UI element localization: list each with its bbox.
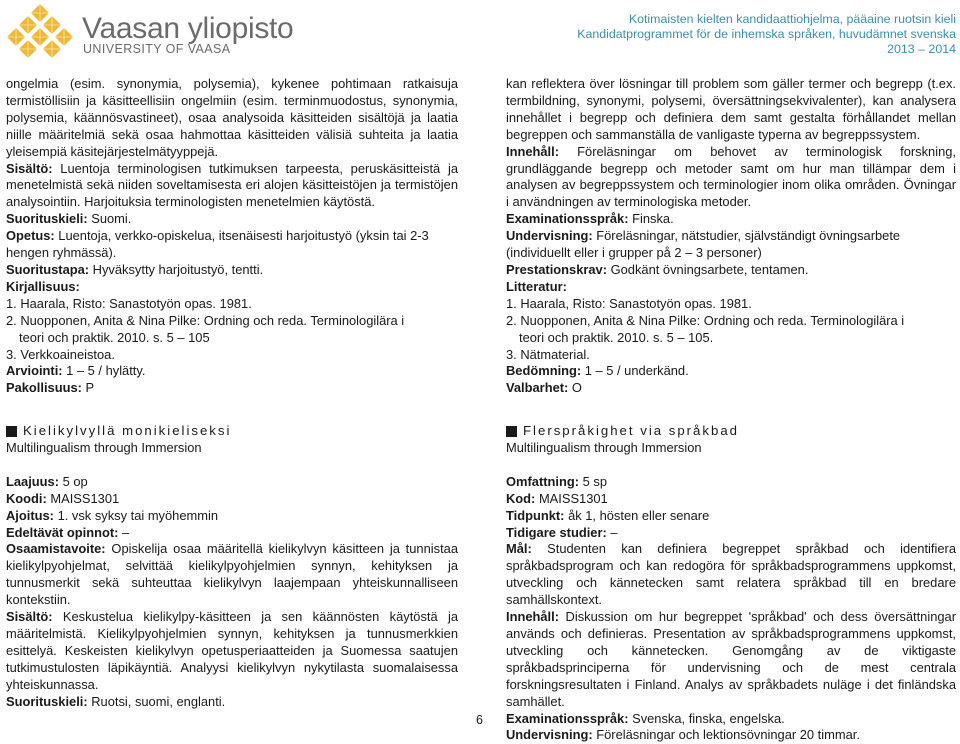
field-value: Finska.: [628, 211, 674, 227]
field-label: Ajoitus:: [6, 507, 54, 523]
course-field: [506, 508, 956, 525]
field-value: Föreläsningar och lektionsövningar 20 timmar.: [592, 727, 860, 743]
course-field: [506, 380, 956, 397]
field-label: Sisältö:: [6, 160, 53, 176]
course-field: [6, 491, 458, 508]
field-value: Ruotsi, suomi, englanti.: [87, 693, 226, 709]
field-label: Tidpunkt:: [506, 507, 565, 523]
field-label: Omfattning:: [506, 473, 580, 489]
square-bullet-icon: [6, 426, 17, 437]
section-subtitle: Multilingualism through Immersion: [6, 439, 202, 455]
course-field: [6, 228, 458, 262]
course-terminology-sv: [506, 76, 956, 397]
course-field: [6, 211, 458, 228]
section-title: Kielikylvyllä monikieliseksi: [23, 423, 232, 438]
spacer: [506, 457, 956, 474]
course-field: [506, 474, 956, 491]
program-title-sv: Kandidatprogrammet för de inhemska språken, huvudämnet svenska: [577, 27, 956, 41]
course-field: [506, 211, 956, 228]
university-name: Vaasan yliopisto: [82, 12, 294, 45]
field-label: Examinationsspråk:: [506, 710, 629, 726]
course-field: [506, 711, 956, 728]
field-label: Suoritustapa:: [6, 261, 90, 277]
field-label: Bedömning:: [506, 363, 582, 379]
field-label: Sisältö:: [6, 609, 53, 625]
course-immersion-sv: [506, 423, 956, 744]
course-field: [506, 609, 956, 710]
course-field: [6, 541, 458, 609]
course-field: [506, 491, 956, 508]
field-value: 5 sp: [579, 473, 607, 489]
field-value: –: [606, 524, 618, 540]
field-value: Suomi.: [87, 211, 132, 227]
field-label: Innehåll:: [506, 609, 559, 625]
course-field: [6, 474, 458, 491]
field-value: Luentoja, verkko-opiskelua, itsenäisesti harjoitustyö (yksin tai 2-3 hengen ryhmässä).: [6, 228, 429, 261]
page-number: 6: [476, 713, 483, 727]
course-field: [6, 508, 458, 525]
field-label: Undervisning:: [506, 727, 593, 743]
field-label: Pakollisuus:: [6, 380, 82, 396]
program-title-fi: Kotimaisten kielten kandidaattiohjelma, pääaine ruotsin kieli: [628, 12, 956, 26]
literature-item: 2. Nuopponen, Anita & Nina Pilke: Ordning och reda. Terminologilära i: [6, 312, 405, 328]
field-value: MAISS1301: [46, 490, 120, 506]
field-label: Innehåll:: [506, 143, 559, 159]
course-immersion-fi: [6, 423, 458, 711]
field-label: Opetus:: [6, 228, 55, 244]
field-label: Kirjallisuus:: [6, 278, 80, 294]
field-label: Litteratur:: [506, 278, 567, 294]
literature-item-cont: teori och praktik. 2010. s. 5 – 105: [19, 329, 210, 345]
literature-item: 1. Haarala, Risto: Sanastotyön opas. 1981.: [506, 295, 752, 311]
field-value: Svenska, finska, engelska.: [628, 710, 785, 726]
field-value: 1 – 5 / hylätty.: [62, 363, 146, 379]
field-label: Examinationsspråk:: [506, 211, 629, 227]
literature-item: 2. Nuopponen, Anita & Nina Pilke: Ordning och reda. Terminologilära i: [506, 312, 905, 328]
field-label: Mål:: [506, 541, 532, 557]
course-text: kan reflektera över lösningar till problem som gäller termer och begrepp (t.ex. termbildning, synonymi, polysemi, översättningsekvivalenter), kan analysera innehållet i begrepp och definiera dem samt gestalta förhållandet mellan begreppen och sammanställa de vanligaste typerna av begreppssystem.: [506, 76, 956, 142]
field-label: Laajuus:: [6, 473, 60, 489]
field-value: Föreläsningar, nätstudier, självständigt övningsarbete (individuellt eller i grupper på 2 – 3 personer): [506, 228, 901, 261]
field-label: Undervisning:: [506, 228, 593, 244]
literature-item: 3. Verkkoaineistoa.: [6, 346, 115, 362]
course-field: [506, 727, 956, 744]
literature-item: 1. Haarala, Risto: Sanastotyön opas. 1981.: [6, 295, 252, 311]
field-label: Arviointi:: [6, 363, 63, 379]
field-value: Luentoja terminologisen tutkimuksen tarpeesta, peruskäsitteistä ja menetelmistä sekä niiden soveltamisesta eri alojen käsitteistöjen ja termistöjen analysointiin. Harjoituksia terminologisten menetelmien käytöstä.: [6, 160, 458, 210]
field-value: Studenten kan definiera begreppet språkbad och identifiera språkbadsprogram och kan redogöra för språkbadsprogrammens uppkomst, utveckling och kännetecken samt relatera språkbad till en bredare samhällskontext.: [506, 541, 956, 608]
course-field: [506, 525, 956, 542]
course-field: [6, 380, 458, 397]
course-field: [506, 363, 956, 380]
academic-year: 2013 – 2014: [887, 42, 956, 56]
field-label: Kod:: [506, 490, 536, 506]
course-text: ongelmia (esim. synonymia, polysemia), kykenee pohtimaan ratkaisuja termistöllisiin ja käsitteellisiin ongelmiin (esim. terminmuodostus, synonymia, polysemia, käännösvastineet), osaa analysoida käsitteiden sisältöjä ja laatia niille määritelmiä sekä osaa hahmottaa käsitteiden välisiä suhteita ja laatia yleisempiä käsitejärjestelmätyyppejä.: [6, 76, 458, 159]
course-field: [506, 541, 956, 609]
university-name-english: UNIVERSITY OF VAASA: [83, 42, 231, 56]
field-value: –: [118, 524, 130, 540]
field-value: 5 op: [59, 473, 88, 489]
course-field: [6, 609, 458, 694]
program-title: [577, 12, 956, 57]
field-label: Edeltävät opinnot:: [6, 524, 119, 540]
field-value: Hyväksytty harjoitustyö, tentti.: [89, 261, 264, 277]
field-label: Valbarhet:: [506, 380, 569, 396]
course-field: [506, 262, 956, 279]
field-value: Opiskelija osaa määritellä kielikylvyn käsitteen ja tunnistaa kielikylpyohjelmat, selvittää kielikylpyohjelmien synnyn, kehityksen ja tunnusmerkit sekä suhteuttaa kielikylvyn laajempaan yhteiskunnalliseen kontekstiin.: [6, 541, 458, 608]
section-heading: [6, 423, 458, 440]
course-field: [6, 161, 458, 212]
field-value: Föreläsningar om behovet av terminologisk forskning, grundläggande begrepp och metoder samt om hur man tillämpar dem i analysen av begreppssystem och terminologier inom olika områden. Övningar i användningen av terminologiska metoder.: [506, 143, 956, 210]
field-value: 1. vsk syksy tai myöhemmin: [53, 507, 219, 523]
literature-item-cont: teori och praktik. 2010. s. 5 – 105.: [519, 329, 714, 345]
field-value: O: [568, 380, 582, 396]
field-value: Godkänt övningsarbete, tentamen.: [607, 261, 809, 277]
field-value: åk 1, hösten eller senare: [564, 507, 710, 523]
course-field: [6, 694, 458, 711]
course-field: [6, 262, 458, 279]
section-subtitle: Multilingualism through Immersion: [506, 439, 702, 455]
field-value: P: [81, 380, 95, 396]
course-field: [6, 525, 458, 542]
section-heading: [506, 423, 956, 440]
spacer: [6, 457, 458, 474]
literature-item: 3. Nätmaterial.: [506, 346, 590, 362]
field-label: Tidigare studier:: [506, 524, 607, 540]
course-terminology-fi: [6, 76, 458, 397]
field-value: Diskussion om hur begreppet 'språkbad' och dess översättningar används och definieras. Presentation av språkbadsprogrammens uppkomst, utveckling och kännetecken. Genomgång av de viktigaste språkbadsprinciperna för undervisning och de mest centrala forskningsresultaten i Finland. Analys av språkbadets nuläge i det finländska samhället.: [506, 609, 956, 709]
course-field: [506, 228, 956, 262]
field-value: MAISS1301: [535, 490, 608, 506]
square-bullet-icon: [506, 426, 517, 437]
field-label: Suorituskieli:: [6, 693, 88, 709]
field-value: 1 – 5 / underkänd.: [581, 363, 689, 379]
course-field: [6, 363, 458, 380]
field-label: Prestationskrav:: [506, 261, 608, 277]
course-field: [506, 144, 956, 212]
section-title: Flerspråkighet via språkbad: [523, 423, 739, 438]
page-header: [0, 0, 960, 64]
field-value: Keskustelua kielikylpy-käsitteen ja sen käännösten käytöstä ja määritelmistä. Kielikylpyohjelmien synnyn, kehityksen ja tunnusmerkkien esittelyä. Keskeisten kielikylvyn opetusperiaatteiden ja Suomessa saatujen tutkimustulosten läpikäyntiä. Analyysi kielikylvyn nykytilasta suomalaisessa yhteiskunnassa.: [6, 609, 458, 692]
university-logo-icon: [4, 2, 76, 62]
field-label: Osaamistavoite:: [6, 541, 106, 557]
field-label: Suorituskieli:: [6, 211, 88, 227]
field-label: Koodi:: [6, 490, 47, 506]
